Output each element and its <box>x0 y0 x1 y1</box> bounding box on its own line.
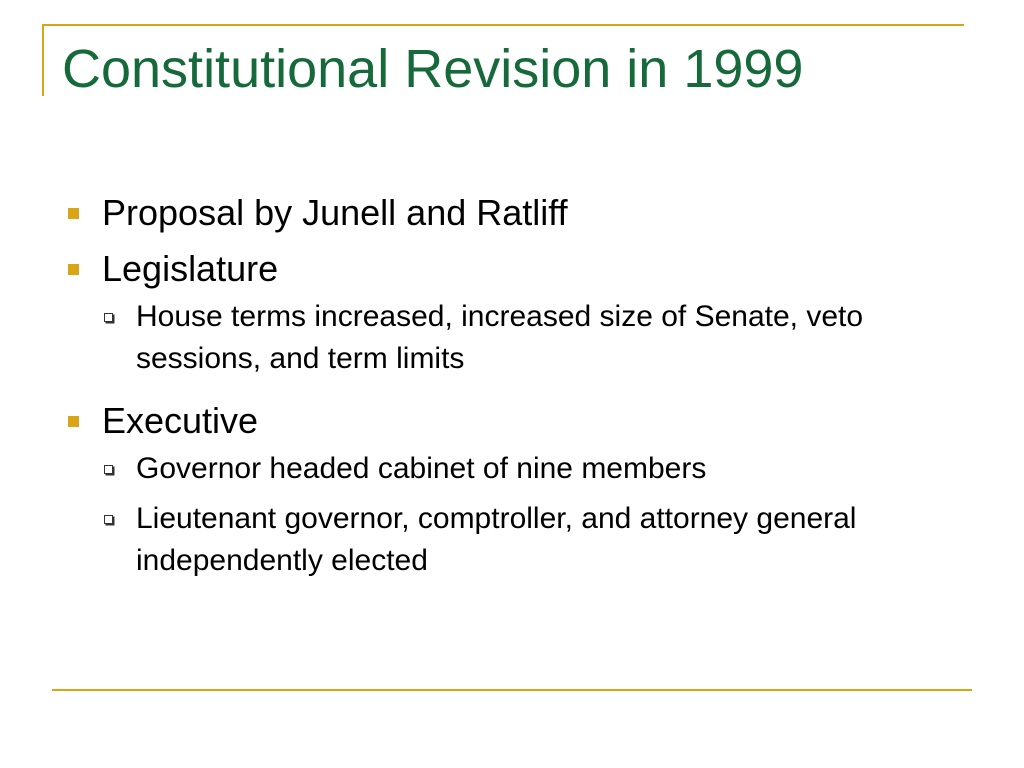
square-bullet-icon <box>68 264 79 275</box>
sub-bullet-list <box>64 296 964 380</box>
hollow-square-bullet-icon <box>104 515 113 524</box>
bullet-item <box>64 398 964 444</box>
sub-bullet-item <box>102 448 964 490</box>
square-bullet-icon <box>68 208 79 219</box>
square-bullet-icon <box>68 416 79 427</box>
sub-bullet-item <box>102 296 964 380</box>
sub-bullet-item <box>102 498 964 582</box>
slide-title: Constitutional Revision in 1999 <box>62 39 804 99</box>
sub-bullet-text: Lieutenant governor, comptroller, and attorney general independently elected <box>136 502 857 577</box>
bullet-text: Proposal by Junell and Ratliff <box>102 192 568 233</box>
bullet-item <box>64 190 964 236</box>
footer-rule <box>52 689 972 691</box>
frame-left-rule <box>42 24 44 96</box>
hollow-square-bullet-icon <box>104 465 113 474</box>
bullet-text: Executive <box>102 400 259 441</box>
hollow-square-bullet-icon <box>104 313 113 322</box>
frame-top-rule <box>42 24 964 26</box>
bullet-item <box>64 246 964 292</box>
sub-bullet-text: House terms increased, increased size of Senate, veto sessions, and term limits <box>136 300 864 375</box>
sub-bullet-text: Governor headed cabinet of nine members <box>136 452 707 485</box>
bullet-list <box>64 190 964 600</box>
bullet-text: Legislature <box>102 248 279 289</box>
sub-bullet-list <box>64 448 964 582</box>
